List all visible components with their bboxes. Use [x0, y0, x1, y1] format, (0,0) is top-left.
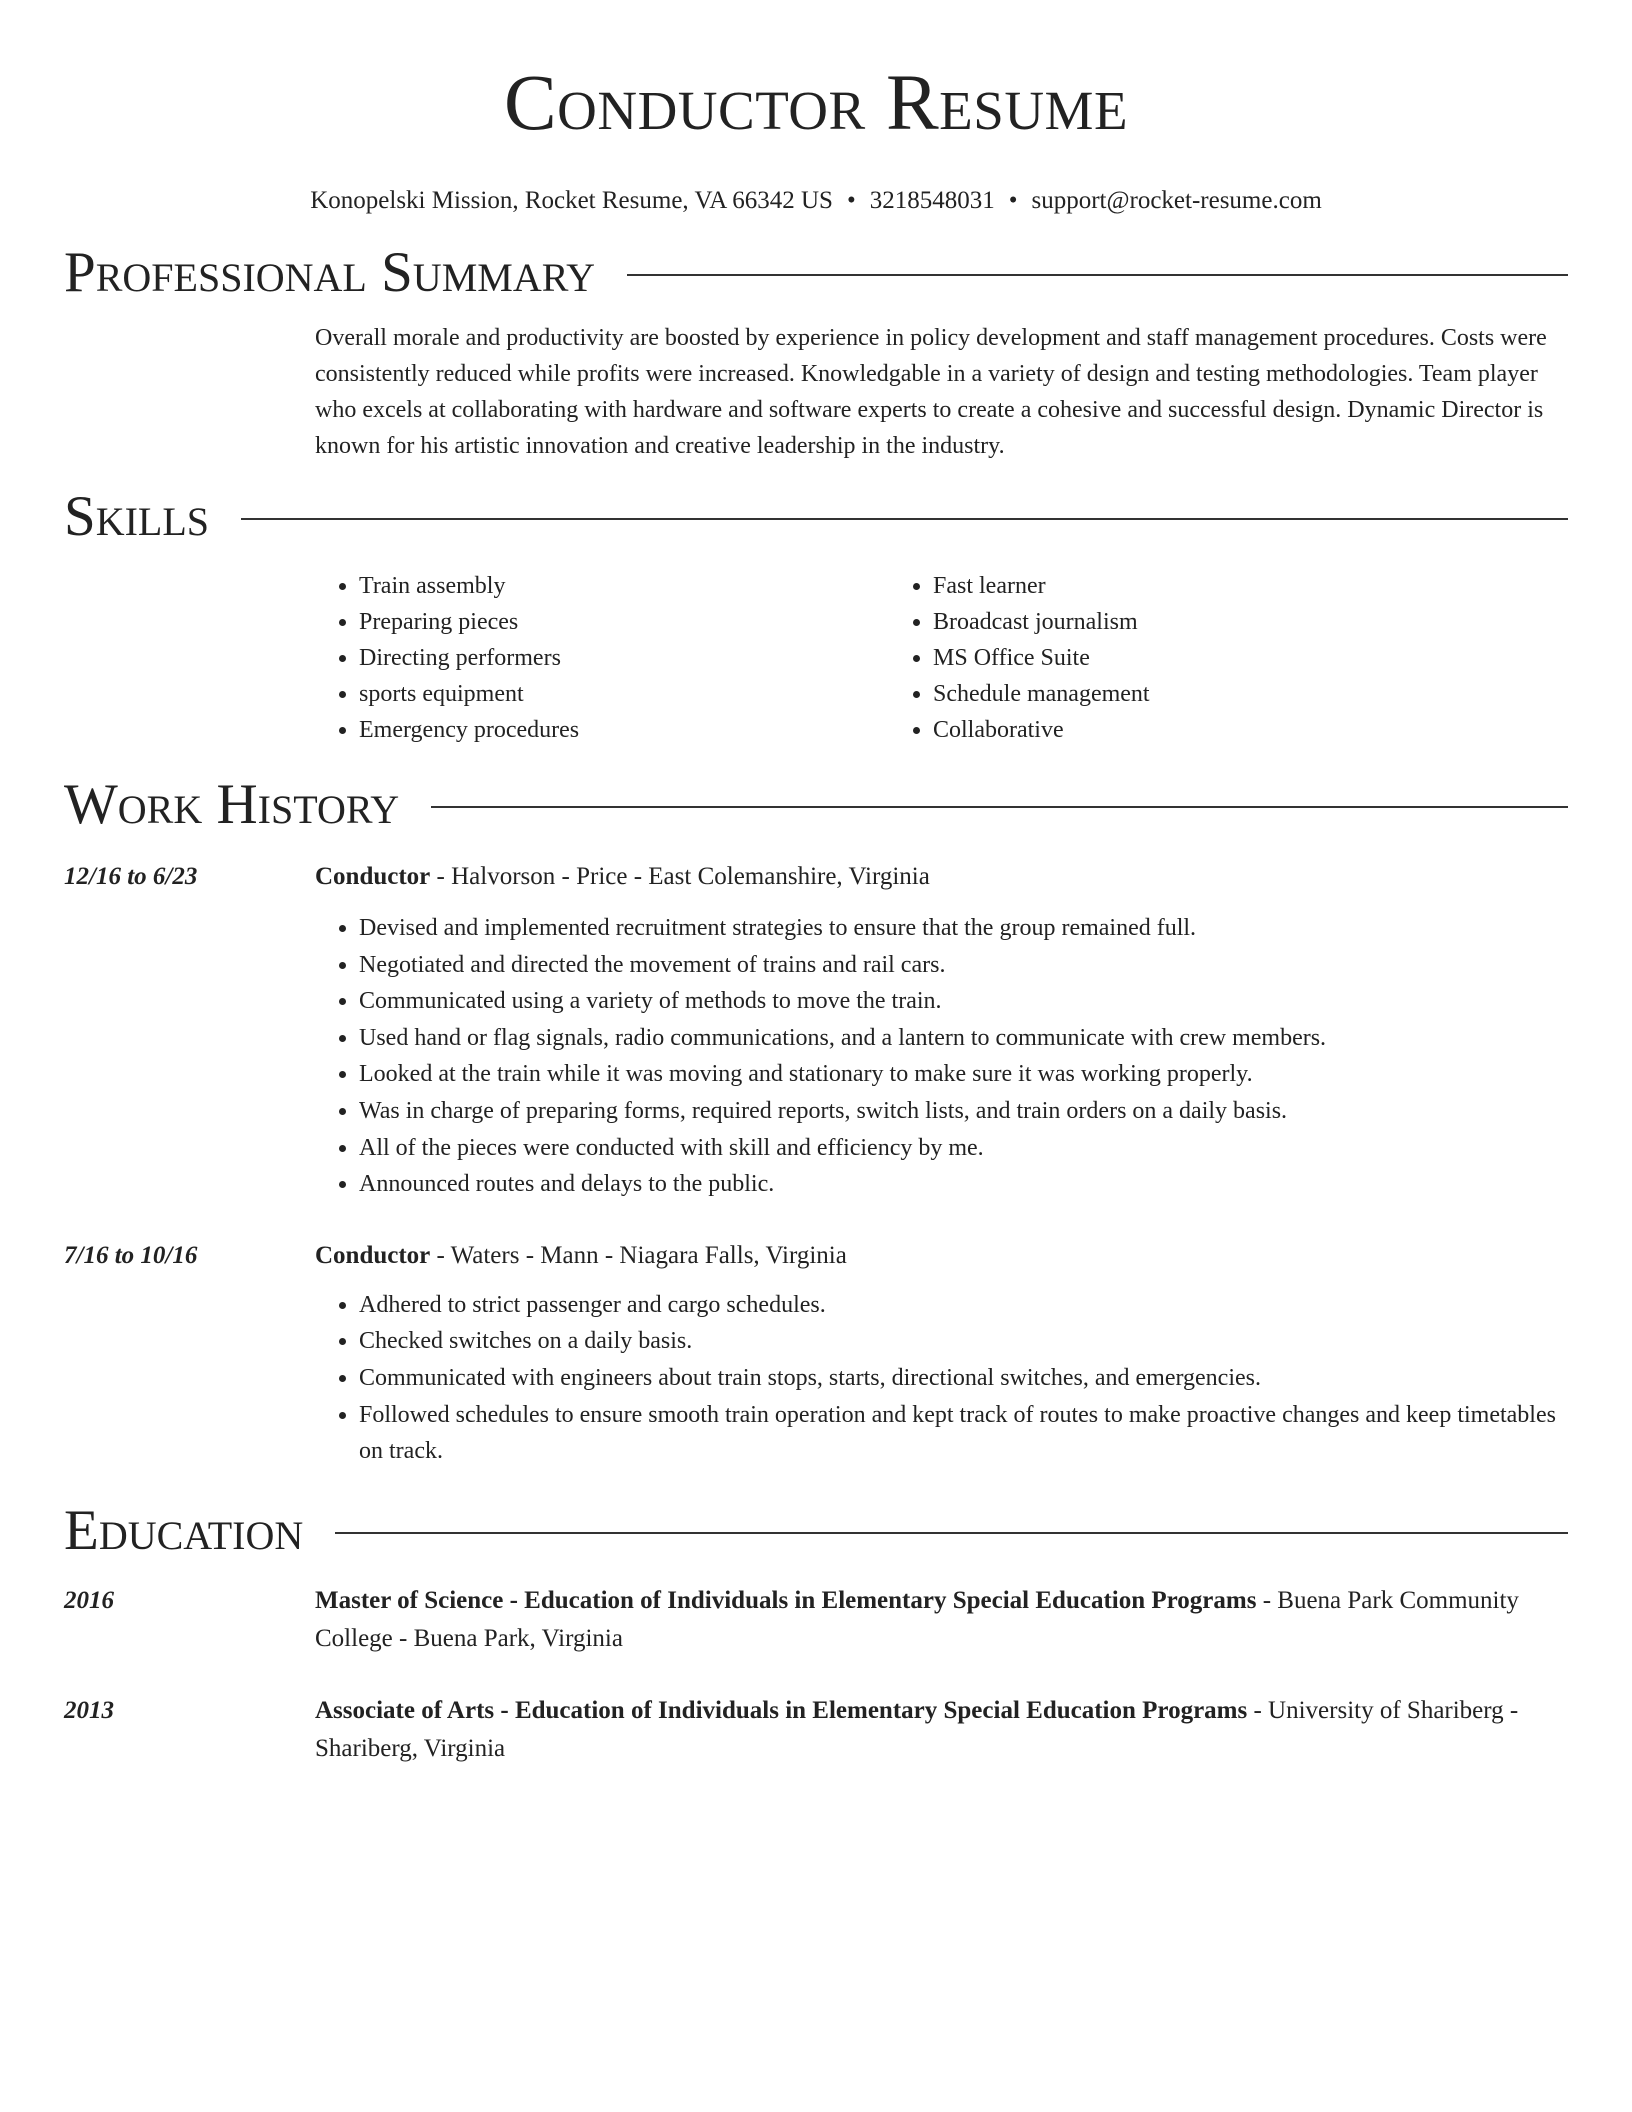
job-bullet: • All of the pieces were conducted with skill and efficiency by me. [359, 1130, 1568, 1167]
summary-section-header [64, 240, 1568, 306]
work-entry-body [315, 1237, 1568, 1470]
summary-text: Overall morale and productivity are boosted by experience in policy development and staff management procedures. Costs were consistently reduced while profits were increased. Knowledgable in a variety of design and testing methodologies. Team player who excels at collaborating with hardware and software experts to create a cohesive and successful design. Dynamic Director is known for his artistic innovation and creative leadership in the industry. [315, 325, 1547, 459]
job-bullet: • Communicated with engineers about train stops, starts, directional switches, and emergencies. [359, 1360, 1568, 1397]
work-dates: 12/16 to 6/23 [64, 863, 198, 890]
skill-item: • Broadcast journalism [933, 604, 1463, 640]
work-title [315, 858, 1568, 896]
summary-heading: Professional Summary [64, 241, 596, 304]
contact-email: support@rocket-resume.com [1031, 187, 1322, 214]
job-role: Conductor [315, 863, 431, 890]
skill-item: • Collaborative [933, 712, 1463, 748]
job-details: - Halvorson - Price - East Colemanshire, Virginia [430, 863, 930, 890]
skills-column-left [315, 568, 889, 748]
skill-item: • MS Office Suite [933, 640, 1463, 676]
contact-separator: • [846, 187, 856, 214]
education-entry [64, 1692, 1568, 1768]
work-entry [64, 1237, 1568, 1470]
contact-separator: • [1008, 187, 1018, 214]
job-details: - Waters - Mann - Niagara Falls, Virginia [430, 1241, 847, 1269]
work-entry [64, 858, 1568, 1203]
job-bullet: • Adhered to strict passenger and cargo schedules. [359, 1287, 1568, 1324]
job-bullets [315, 910, 1568, 1203]
education-section-header [64, 1498, 1568, 1564]
job-bullet: • Looked at the train while it was moving and stationary to make sure it was working properly. [359, 1056, 1568, 1093]
skill-item: • Fast learner [933, 568, 1463, 604]
section-divider [241, 518, 1568, 520]
job-bullet: • Negotiated and directed the movement of trains and rail cars. [359, 947, 1568, 984]
education-degree: Master of Science - Education of Individuals in Elementary Special Education Programs [315, 1586, 1257, 1614]
job-role: Conductor [315, 1241, 431, 1269]
education-school: - University of Shariberg - Shariberg, Virginia [315, 1696, 1519, 1762]
job-bullet: • Communicated using a variety of methods to move the train. [359, 983, 1568, 1020]
skill-item: • Directing performers [359, 640, 889, 676]
education-details [315, 1582, 1568, 1658]
education-details [315, 1692, 1568, 1768]
section-divider [335, 1532, 1568, 1534]
skills-list [315, 568, 1568, 748]
section-divider [627, 274, 1568, 276]
skills-section-header [64, 484, 1568, 550]
job-bullet: • Followed schedules to ensure smooth train operation and kept track of routes to make proactive changes and keep timetables on track. [359, 1397, 1568, 1470]
education-year: 2013 [64, 1696, 114, 1724]
contact-line [64, 186, 1568, 216]
job-bullet: • Announced routes and delays to the public. [359, 1166, 1568, 1203]
contact-address: Konopelski Mission, Rocket Resume, VA 66342 US [310, 187, 833, 214]
work-heading: Work History [64, 773, 400, 836]
education-heading: Education [64, 1498, 304, 1562]
work-entry-body [315, 858, 1568, 1203]
contact-phone: 3218548031 [869, 187, 995, 214]
job-bullet: • Devised and implemented recruitment strategies to ensure that the group remained full. [359, 910, 1568, 947]
job-bullet: • Used hand or flag signals, radio communications, and a lantern to communicate with crew members. [359, 1020, 1568, 1057]
skill-item: • Emergency procedures [359, 712, 889, 748]
skill-item: • sports equipment [359, 676, 889, 712]
skill-item: • Preparing pieces [359, 604, 889, 640]
job-bullet: • Checked switches on a daily basis. [359, 1323, 1568, 1360]
job-bullet: • Was in charge of preparing forms, required reports, switch lists, and train orders on a daily basis. [359, 1093, 1568, 1130]
skill-item: • Schedule management [933, 676, 1463, 712]
work-title [315, 1237, 1568, 1275]
education-school: - Buena Park Community College - Buena Park, Virginia [315, 1586, 1519, 1652]
education-degree: Associate of Arts - Education of Individuals in Elementary Special Education Programs [315, 1696, 1248, 1724]
work-section-header [64, 772, 1568, 838]
section-divider [431, 806, 1568, 808]
skills-column-right [889, 568, 1463, 748]
resume-title: Conductor Resume [503, 60, 1129, 147]
skills-heading: Skills [64, 485, 210, 548]
work-dates: 7/16 to 10/16 [64, 1241, 198, 1269]
skill-item: • Train assembly [359, 568, 889, 604]
education-entry [64, 1582, 1568, 1658]
job-bullets [315, 1287, 1568, 1470]
education-year: 2016 [64, 1586, 114, 1614]
